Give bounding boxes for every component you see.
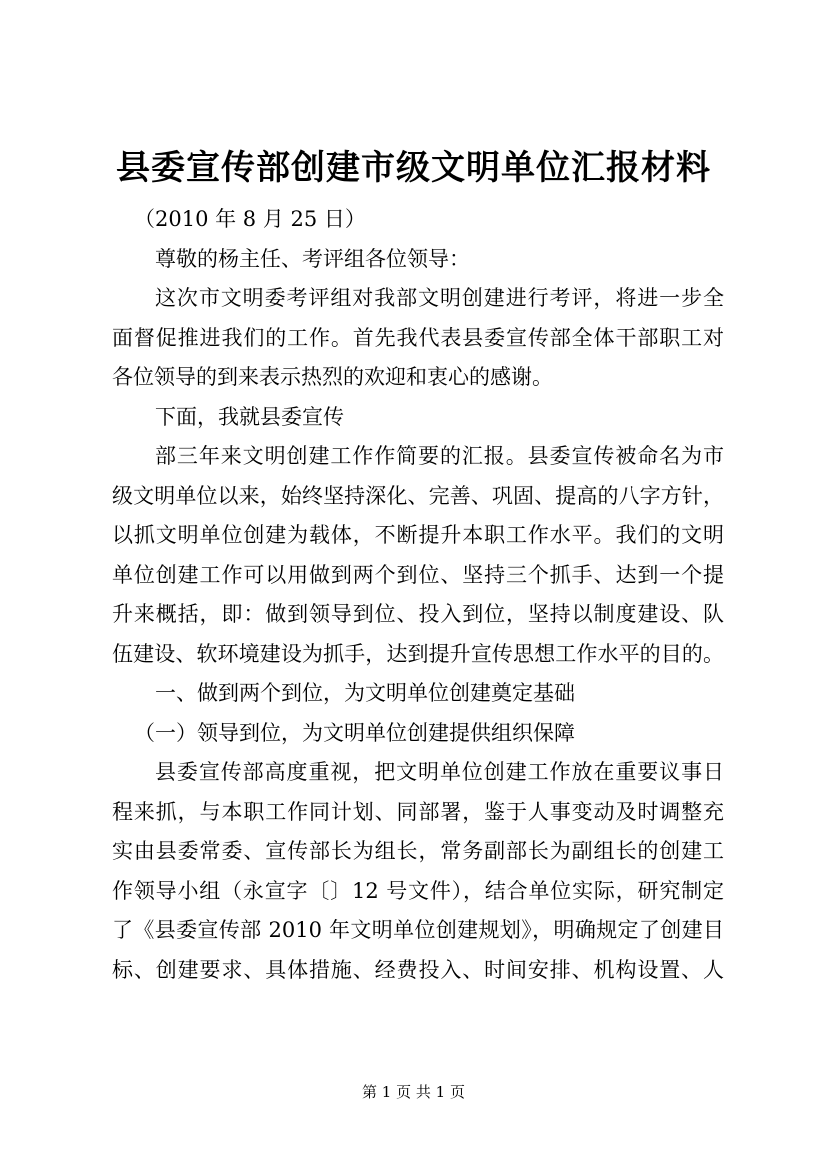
subsection-heading: （一）领导到位，为文明单位创建提供组织保障 xyxy=(134,720,575,745)
paragraph-line: 面督促推进我们的工作。首先我代表县委宣传部全体干部职工对 xyxy=(112,325,724,350)
paragraph-line: 程来抓，与本职工作同计划、同部署，鉴于人事变动及时调整充 xyxy=(112,799,724,824)
paragraph-line: 各位领导的到来表示热烈的欢迎和衷心的感谢。 xyxy=(112,365,553,389)
paragraph-line: 升来概括，即：做到领导到位、投入到位，坚持以制度建设、队 xyxy=(112,602,724,626)
paragraph-line: 级文明单位以来，始终坚持深化、完善、巩固、提高的八字方针， xyxy=(112,483,724,508)
paragraph-line: 单位创建工作可以用做到两个到位、坚持三个抓手、达到一个提 xyxy=(112,562,724,587)
paragraph-line: 伍建设、软环境建设为抓手，达到提升宣传思想工作水平的目的。 xyxy=(112,641,724,666)
salutation: 尊敬的杨主任、考评组各位领导： xyxy=(155,246,470,271)
paragraph-line: 了《县委宣传部 2010 年文明单位创建规划》，明确规定了创建目 xyxy=(112,918,724,942)
document-body xyxy=(112,200,724,990)
date-line: （2010 年 8 月 25 日） xyxy=(134,207,366,231)
section-heading: 一、做到两个到位，为文明单位创建奠定基础 xyxy=(155,681,575,705)
page-number: 第 1 页 共 1 页 xyxy=(362,1083,465,1101)
paragraph-line: 作领导小组（永宣字〔〕12 号文件），结合单位实际，研究制定 xyxy=(112,878,724,903)
paragraph-line: 实由县委常委、宣传部长为组长，常务副部长为副组长的创建工 xyxy=(112,839,724,863)
paragraph-line: 标、创建要求、具体措施、经费投入、时间安排、机构设置、人 xyxy=(112,957,724,982)
paragraph-line: 部三年来文明创建工作作简要的汇报。县委宣传被命名为市 xyxy=(155,444,724,468)
document-title: 县委宣传部创建市级文明单位汇报材料 xyxy=(116,148,711,188)
paragraph-line: 县委宣传部高度重视，把文明单位创建工作放在重要议事日 xyxy=(155,760,724,784)
paragraph-line: 这次市文明委考评组对我部文明创建进行考评，将进一步全 xyxy=(155,286,724,310)
paragraph-line: 下面，我就县委宣传 xyxy=(155,404,344,429)
paragraph-line: 以抓文明单位创建为载体，不断提升本职工作水平。我们的文明 xyxy=(112,523,724,547)
